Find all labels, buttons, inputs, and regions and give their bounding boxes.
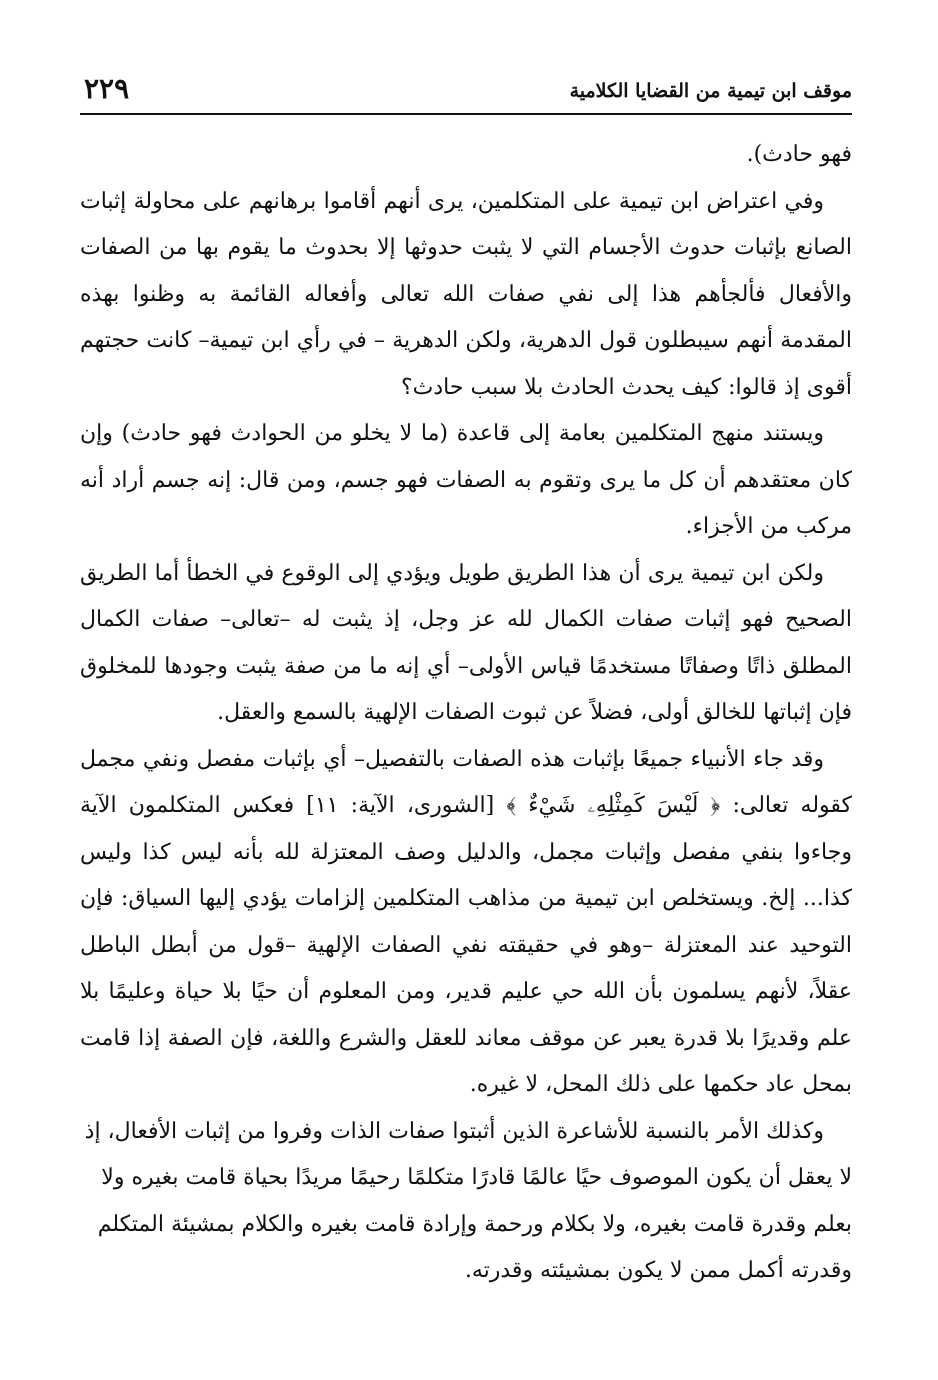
paragraph: وقد جاء الأنبياء جميعًا بإثبات هذه الصفات بالتفصيل– أي بإثبات مفصل ونفي مجمل كقوله تعالى: ﴿ لَيْسَ كَمِثْلِهِۦ شَيْءٌ ﴾ [الشورى، الآية: ١١] فعكس المتكلمون الآية وجاءوا بنفي مفصل وإثبات مجمل، والدليل وصف المعتزلة لله بأنه ليس كذا وليس كذا... إلخ. ويستخلص ابن تيمية من مذاهب المتكلمين إلزامات يؤدي إليها السياق: فإن التوحيد عند المعتزلة –وهو في حقيقته نفي الصفات الإلهية –قول من أبطل الباطل عقلاً، لأنهم يسلمون بأن الله حي عليم قدير، ومن المعلوم أن حيًا بلا حياة وعليمًا بلا علم وقديرًا بلا قدرة يعبر عن موقف معاند للعقل والشرع واللغة، فإن الصفة إذا قامت بمحل عاد حكمها على ذلك المحل، لا غيره.: [80, 746, 853, 1097]
page-number: ٢٢٩: [84, 72, 130, 105]
body-text: [80, 132, 852, 1295]
paragraph: فهو حادث).: [746, 142, 852, 167]
paragraph: وكذلك الأمر بالنسبة للأشاعرة الذين أثبتوا صفات الذات وفروا من إثبات الأفعال، إذ لا يعقل أن يكون الموصوف حيًا عالمًا قادرًا متكلمًا رحيمًا مريدًا بحياة قامت بغيره ولا بعلم وقدرة قامت بغيره، ولا بكلام ورحمة وإرادة قامت بغيره والكلام بمشيئة المتكلم وقدرته أكمل ممن لا يكون بمشيئته وقدرته.: [84, 1118, 852, 1283]
header-rule: [80, 113, 852, 115]
paragraph: وفي اعتراض ابن تيمية على المتكلمين، يرى أنهم أقاموا برهانهم على محاولة إثبات الصانع بإثبات حدوث الأجسام التي لا يثبت حدوثها إلا بحدوث ما يقوم بها من الصفات والأفعال فألجأهم هذا إلى نفي صفات الله تعالى وأفعاله القائمة به وظنوا بهذه المقدمة أنهم سيبطلون قول الدهرية، ولكن الدهرية – في رأي ابن تيمية– كانت حجتهم أقوى إذ قالوا: كيف يحدث الحادث بلا سبب حادث؟: [80, 188, 852, 400]
paragraph: ويستند منهج المتكلمين بعامة إلى قاعدة (ما لا يخلو من الحوادث فهو حادث) وإن كان معتقدهم أن كل ما يرى وتقوم به الصفات فهو جسم، ومن قال: إنه جسم أراد أنه مركب من الأجزاء.: [80, 421, 852, 539]
page-header: [80, 72, 852, 112]
running-title: موقف ابن تيمية من القضايا الكلامية: [569, 80, 852, 102]
paragraph: ولكن ابن تيمية يرى أن هذا الطريق طويل ويؤدي إلى الوقوع في الخطأ أما الطريق الصحيح فهو إثبات صفات الكمال لله عز وجل، إذ يثبت له –تعالى– صفات الكمال المطلق ذاتًا وصفاتًا مستخدمًا قياس الأولى– أي إنه ما من صفة يثبت وجودها للمخلوق فإن إثباتها للخالق أولى، فضلاً عن ثبوت الصفات الإلهية بالسمع والعقل.: [80, 560, 852, 725]
